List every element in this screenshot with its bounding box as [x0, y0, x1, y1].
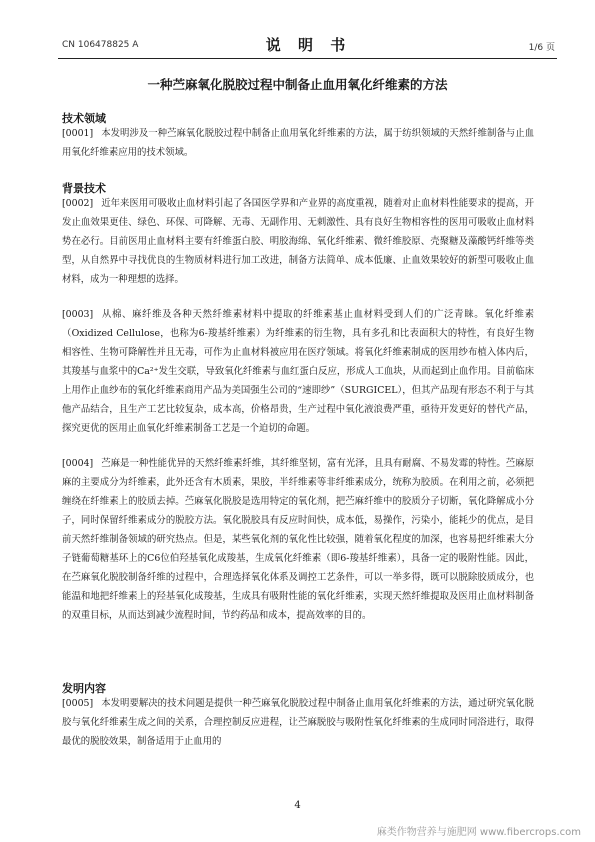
- paragraph-0003: [62, 305, 534, 438]
- paragraph-id: [0002]: [62, 198, 94, 209]
- document-title: 一种苎麻氧化脱胶过程中制备止血用氧化纤维素的方法: [147, 77, 448, 92]
- paragraph-0005: [62, 694, 534, 751]
- patent-number: CN 106478825 A: [62, 40, 139, 50]
- heading-summary: 发明内容: [62, 682, 106, 695]
- paragraph-0004: [62, 454, 534, 625]
- page-info: 1/6 页: [528, 43, 555, 53]
- paragraph-text: 本发明涉及一种苎麻氧化脱胶过程中制备止血用氧化纤维素的方法，属于纺织领域的天然纤维制备与止血用氧化纤维素应用的技术领域。: [62, 128, 534, 158]
- page-number: 4: [294, 800, 301, 811]
- paragraph-id: [0004]: [62, 458, 94, 469]
- paragraph-text: 本发明要解决的技术问题是提供一种苎麻氧化脱胶过程中制备止血用氧化纤维素的方法，通过研究氧化脱胶与氧化纤维素生成之间的关系，合理控制反应进程，让苎麻脱胶与吸附性氧化纤维素的生成同时同浴进行，取得最优的脱胶效果，制备适用于止血用的: [62, 698, 534, 747]
- paragraph-id: [0001]: [62, 128, 94, 139]
- page-header: [62, 34, 555, 56]
- paragraph-0001: [62, 124, 534, 162]
- header-divider: [58, 58, 557, 59]
- paragraph-id: [0003]: [62, 309, 94, 320]
- site-watermark: 麻类作物营养与施肥网 www.fibercrops.com: [376, 827, 581, 838]
- heading-technical-field: 技术领域: [62, 112, 106, 125]
- paragraph-text: 近年来医用可吸收止血材料引起了各国医学界和产业界的高度重视，随着对止血材料性能要求的提高，开发止血效果更佳、绿色、环保、可降解、无毒、无副作用、无刺激性、具有良好生物相容性的医用可吸收止血材料势在必行。目前医用止血材料主要有纤维蛋白胶、明胶海绵、氧化纤维素、微纤维胶原、壳聚糖及藻酸钙纤维等类型，从自然界中寻找优良的生物质材料进行加工改进，制备方法简单、成本低廉、止血效果较好的新型可吸收止血材料，成为一种理想的选择。: [62, 198, 534, 285]
- paragraph-text: 从棉、麻纤维及各种天然纤维素材料中提取的纤维素基止血材料受到人们的广泛青睐。氧化纤维素（Oxidized Cellulose，也称为6-羧基纤维素）为纤维素的衍生物，具有多孔和比表面积大的特性，有良好生物相容性、生物可降解性并且无毒，可作为止血材料被应用在医疗领域。将氧化纤维素制成的医用纱布植入体内后，其羧基与血浆中的Ca²⁺发生交联，导致氧化纤维素与血红蛋白反应，形成人工血块，从而起到止血作用。目前临床上用作止血纱布的氧化纤维素商用产品为美国强生公司的“速即纱”（SURGICEL），但其产品现有形态不利于与其他产品结合，且生产工艺比较复杂，成本高，价格昂贵，生产过程中氧化液浪费严重，亟待开发更好的替代产品，探究更优的医用止血氧化纤维素制备工艺是一个迫切的命题。: [62, 309, 534, 434]
- heading-background: 背景技术: [62, 182, 106, 195]
- paragraph-text: 苎麻是一种性能优异的天然纤维素纤维，其纤维坚韧，富有光泽，且具有耐腐、不易发霉的特性。苎麻原麻的主要成分为纤维素，此外还含有木质素，果胶，半纤维素等非纤维素成分，统称为胶质。在利用之前，必须把缠绕在纤维素上的胶质去掉。苎麻氧化脱胶是选用特定的氧化剂，把苎麻纤维中的胶质分子切断，氧化降解成小分子，同时保留纤维素成分的脱胶方法。氧化脱胶具有反应时间快，成本低，易操作，污染小，能耗少的优点，是目前天然纤维制备领域的研究热点。但是，某些氧化剂的氧化性比较强，随着氧化程度的加深，也容易把纤维素大分子链葡萄糖基环上的C6位伯羟基氧化成羧基，生成氧化纤维素（即6-羧基纤维素），具备一定的吸附性能。因此，在苎麻氧化脱胶制备纤维的过程中，合理选择氧化体系及调控工艺条件，可以一举多得，既可以脱除胶质成分，也能温和地把纤维素上的羟基氧化成羧基，生成具有吸附性能的氧化纤维素，实现天然纤维提取及医用止血材料制备的双重目标，从而达到减少流程时间，节约药品和成本，提高效率的目的。: [62, 458, 534, 621]
- paragraph-0002: [62, 194, 534, 289]
- section-title: 说 明 书: [265, 36, 352, 54]
- paragraph-id: [0005]: [62, 698, 94, 709]
